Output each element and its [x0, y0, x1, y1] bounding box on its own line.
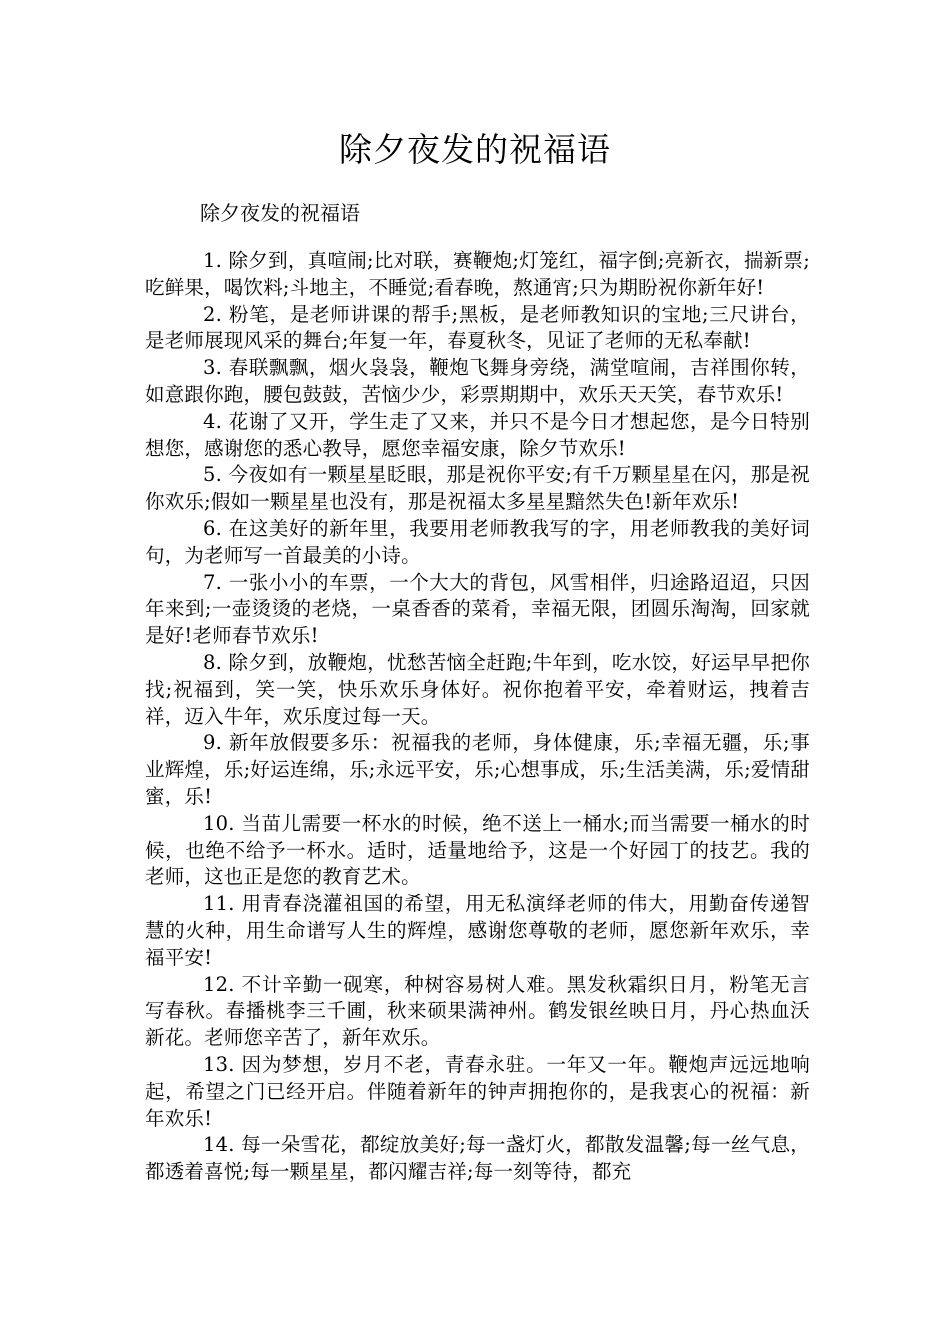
- paragraph: 7. 一张小小的车票，一个大大的背包，风雪相伴，归途路迢迢，只因年来到;一壶烫烫的老烧，一桌香香的菜肴，幸福无限，团圆乐淘淘，回家就是好!老师春节欢乐!: [145, 570, 810, 648]
- paragraph: 14. 每一朵雪花，都绽放美好;每一盏灯火，都散发温馨;每一丝气息，都透着喜悦;每一颗星星，都闪耀吉祥;每一刻等待，都充: [145, 1133, 810, 1184]
- paragraph: 11. 用青春浇灌祖国的希望，用无私演绎老师的伟大，用勤奋传递智慧的火种，用生命谱写人生的辉煌，感谢您尊敬的老师，愿您新年欢乐，幸福平安!: [145, 892, 810, 969]
- paragraph: 1. 除夕到，真喧闹;比对联，赛鞭炮;灯笼红，福字倒;亮新衣，揣新票;吃鲜果，喝饮料;斗地主，不睡觉;看春晚，熬通宵;只为期盼祝你新年好!: [145, 249, 810, 299]
- paragraph: 2. 粉笔，是老师讲课的帮手;黑板，是老师教知识的宝地;三尺讲台，是老师展现风采的舞台;年复一年，春夏秋冬，见证了老师的无私奉献!: [145, 302, 810, 353]
- paragraph: 9. 新年放假要多乐：祝福我的老师，身体健康，乐;幸福无疆，乐;事业辉煌，乐;好运连绵，乐;永远平安，乐;心想事成，乐;生活美满，乐;爱情甜蜜，乐!: [145, 731, 810, 808]
- paragraph: 13. 因为梦想，岁月不老，青春永驻。一年又一年。鞭炮声远远地响起，希望之门已经开启。伴随着新年的钟声拥抱你的，是我衷心的祝福：新年欢乐!: [145, 1052, 810, 1130]
- paragraph: 5. 今夜如有一颗星星眨眼，那是祝你平安;有千万颗星星在闪，那是祝你欢乐;假如一颗星星也没有，那是祝福太多星星黯然失色!新年欢乐!: [145, 463, 810, 514]
- paragraph: 12. 不计辛勤一砚寒，种树容易树人难。黑发秋霜织日月，粉笔无言写春秋。春播桃李三千圃，秋来硕果满神州。鹤发银丝映日月，丹心热血沃新花。老师您辛苦了，新年欢乐。: [145, 972, 810, 1050]
- paragraph: 8. 除夕到，放鞭炮，忧愁苦恼全赶跑;牛年到，吃水饺，好运早早把你找;祝福到，笑一笑，快乐欢乐身体好。祝你抱着平安，牵着财运，拽着吉祥，迈入牛年，欢乐度过每一天。: [145, 650, 810, 728]
- paragraph: 6. 在这美好的新年里，我要用老师教我写的字，用老师教我的美好词句，为老师写一首最美的小诗。: [145, 516, 810, 567]
- paragraph: 4. 花谢了又开，学生走了又来，并只不是今日才想起您，是今日特别想您，感谢您的悉心教导，愿您幸福安康，除夕节欢乐!: [145, 409, 810, 460]
- paragraph: 3. 春联飘飘，烟火袅袅，鞭炮飞舞身旁绕，满堂喧闹，吉祥围你转，如意跟你跑，腰包鼓鼓，苦恼少少，彩票期期中，欢乐天天笑，春节欢乐!: [145, 356, 810, 406]
- paragraph: 10. 当苗儿需要一杯水的时候，绝不送上一桶水;而当需要一桶水的时候，也绝不给予一杯水。适时，适量地给予，这是一个好园丁的技艺。我的老师，这也正是您的教育艺术。: [145, 811, 810, 889]
- document-subtitle: 除夕夜发的祝福语: [200, 201, 360, 225]
- document-body: [145, 248, 810, 1186]
- document-title: 除夕夜发的祝福语: [339, 130, 611, 169]
